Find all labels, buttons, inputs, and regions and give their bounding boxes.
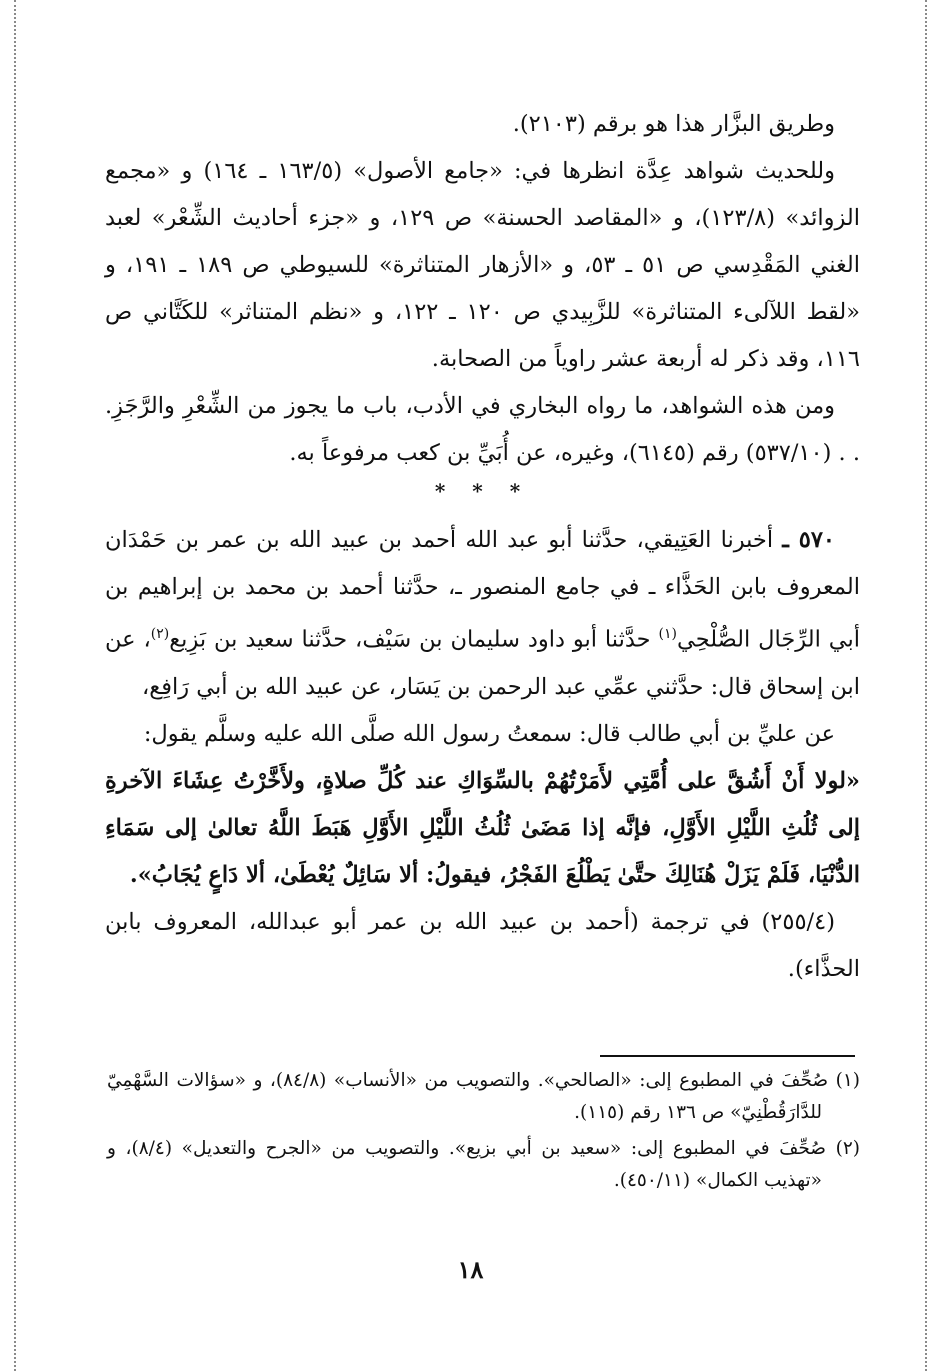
takhrij: (٢٥٥/٤) في ترجمة (أحمد بن عبيد الله بن عمر أبو عبدالله، المعروف بابن الحذَّاء). bbox=[105, 908, 860, 982]
footnote-2: (٢) صُحِّفَ في المطبوع إلى: «سعيد بن أبي بزيع». والتصويب من «الجرح والتعديل» (٨/٤)، و «تهذيب الكمال» (٤٥٠/١١). bbox=[107, 1138, 860, 1191]
right-dotted-margin bbox=[925, 0, 927, 1371]
section-separator: * * * bbox=[434, 479, 531, 503]
paragraph-shawahid: وللحديث شواهد عِدَّة انظرها في: «جامع الأصول» (١٦٣/٥ ـ ١٦٤) و «مجمع الزوائد» (١٢٣/٨)، و «المقاصد الحسنة» ص ١٢٩، و «جزء أحاديث الشِّعْر» لعبد الغني المَقْدِسي ص ٥١ ـ ٥٣، و «الأزهار المتناثرة» للسيوطي ص ١٨٩ ـ ١٩١، و «لقط اللآلىء المتناثرة» للزَّبِيدي ص ١٢٠ ـ ١٢٢، و «نظم المتناثر» للكَتَّاني ص ١١٦، وقد ذكر له أربعة عشر راوياً من الصحابة. bbox=[105, 158, 860, 372]
footnote-divider bbox=[600, 1055, 855, 1057]
isnad-text-1: أخبرنا العَتِيقي، حدَّثنا أبو عبد الله أحمد بن عبيد الله بن عمر بن حَمْدَان المعروف بابن الحَذَّاء ـ في جامع المنصور ـ، حدَّثنا أحمد بن محمد بن إبراهيم بن أبي الرِّجَال الصُّلْحِي bbox=[105, 527, 860, 653]
isnad-text-3: ، عن ابن إسحاق قال: حدَّثني عمِّي عبد الرحمن بن يَسَار، عن عبيد الله بن أبي رَافِع، bbox=[105, 626, 860, 700]
isnad-text-2: حدَّثنا أبو داود سليمان بن سَيْف، حدَّثنا سعيد بن بَزِيع bbox=[169, 626, 659, 653]
paragraph-bazzar: وطريق البزَّار هذا هو برقم (٢١٠٣). bbox=[512, 111, 835, 137]
hadith-matn: «لولا أَنْ أَشُقَّ على أُمَّتِي لأَمَرْتُهُمْ بالسِّوَاكِ عند كُلِّ صلاةٍ، ولأَخَّرْتُ عِشَاءَ الآخرةِ إلى ثُلُثِ اللَّيْلِ الأَوَّلِ، فإنَّه إذا مَضَىٰ ثُلُثُ اللَّيْلِ الأَوَّلِ هَبَطَ اللَّهُ تعالىٰ إلى سَمَاءِ الدُّنْيَا، فَلَمْ يَزَلْ هُنَالِكَ حتَّىٰ يَطْلُعَ الفَجْرُ، فيقولُ: ألا سَائِلٌ يُعْطَىٰ، ألا دَاعٍ يُجَابُ». bbox=[105, 767, 860, 888]
matn-intro: عن عليِّ بن أبي طالب قال: سمعتُ رسول الله صلَّى الله عليه وسلَّم يقول: bbox=[143, 720, 835, 747]
page-number: ١٨ bbox=[457, 1255, 484, 1284]
hadith-number: ٥٧٠ ـ bbox=[782, 527, 835, 553]
paragraph-bukhari: ومن هذه الشواهد، ما رواه البخاري في الأدب، باب ما يجوز من الشِّعْرِ والرَّجَزِ. . . (٥٣٧/١٠) رقم (٦١٤٥)، وغيره، عن أُبَيِّ بن كعب مرفوعاً به. bbox=[105, 393, 860, 466]
hadith-isnad bbox=[105, 517, 860, 711]
left-dotted-margin bbox=[14, 0, 16, 1371]
footnote-ref-2[interactable]: (٢) bbox=[150, 626, 170, 642]
footnote-ref-1[interactable]: (١) bbox=[658, 626, 677, 642]
footnotes bbox=[107, 1065, 860, 1201]
footnote-1: (١) صُحِّفَ في المطبوع إلى: «الصالحي». والتصويب من «الأنساب» (٨٤/٨)، و «سؤالات السَّهْمِيّ للدَّارَقُطْنِيّ» ص ١٣٦ رقم (١١٥). bbox=[107, 1070, 860, 1123]
main-text bbox=[105, 101, 860, 993]
